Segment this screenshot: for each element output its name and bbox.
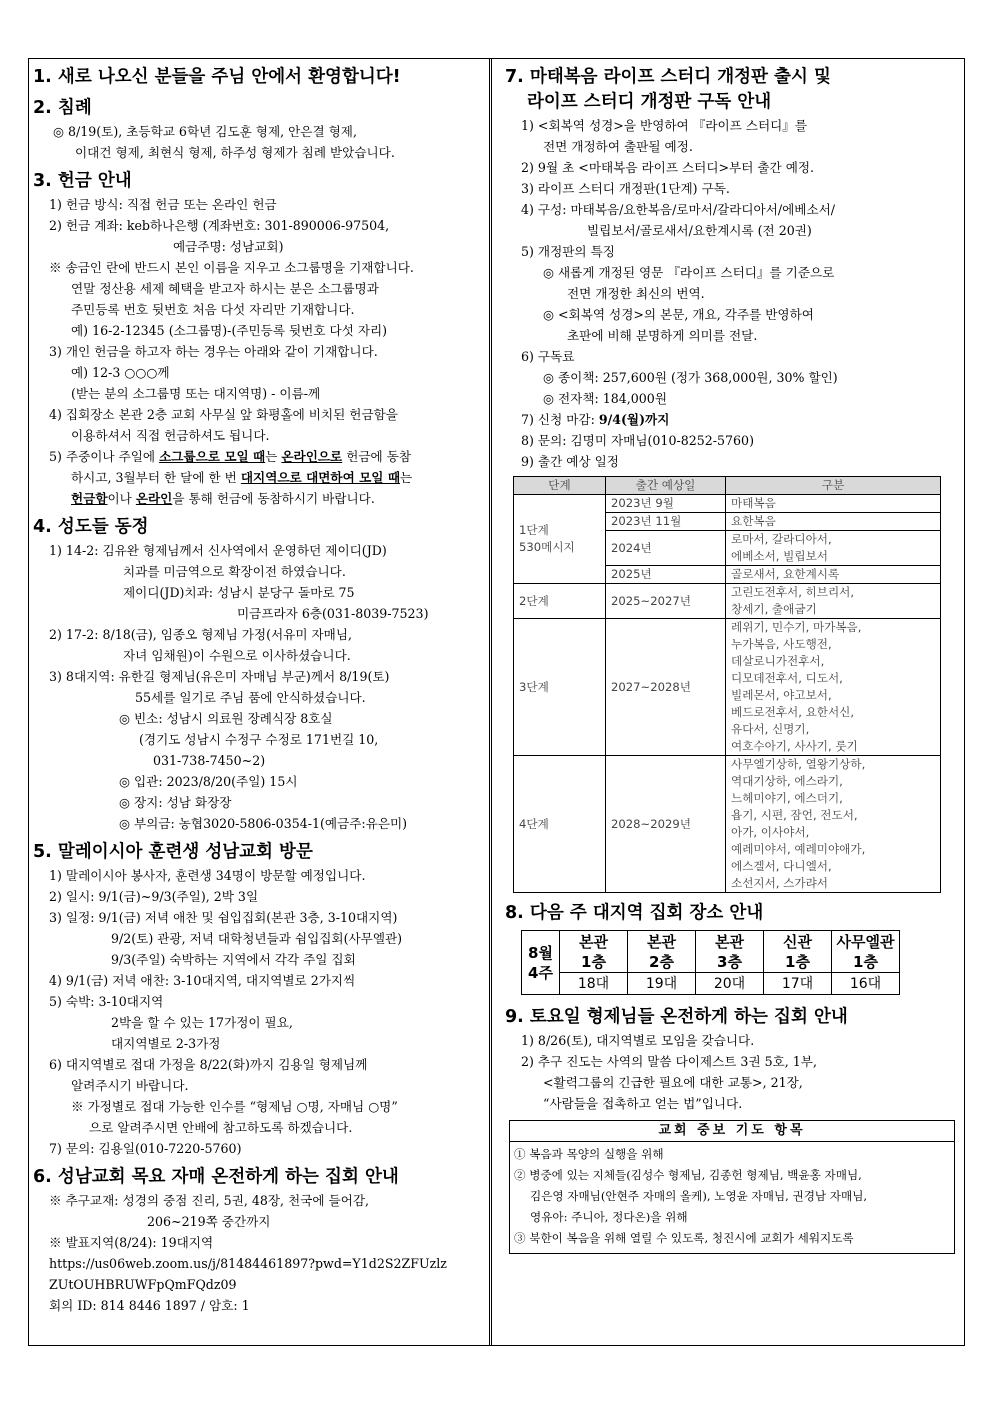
section-9-title: 9. 토요일 형제님들 온전하게 하는 집회 안내 bbox=[505, 1007, 848, 1027]
offering-line: 예) 12-3 ○○○께 bbox=[71, 365, 170, 380]
news-line: ◎ 부의금: 농협3020-5806-0354-1(예금주:유은미) bbox=[119, 816, 408, 831]
lifestudy-line: 전면 개정한 최신의 번역. bbox=[567, 286, 705, 301]
visit-line: ※ 가정별로 접대 가능한 인수를 “형제님 ○명, 자매님 ○명” bbox=[71, 1099, 398, 1114]
news-line: 3) 8대지역: 유한길 형제님(유은미 자매님 부군)께서 8/19(토) bbox=[49, 669, 390, 684]
lifestudy-line: 8) 문의: 김명미 자매님(010-8252-5760) bbox=[521, 433, 754, 448]
section-1-title: 1. 새로 나오신 분들을 주님 안에서 환영합니다! bbox=[33, 67, 401, 87]
lifestudy-line: 전면 개정하여 출판될 예정. bbox=[543, 139, 693, 154]
lifestudy-line: 빌립보서/골로새서/요한계시록 (전 20권) bbox=[587, 223, 812, 238]
thursday-line: ※ 발표지역(8/24): 19대지역 bbox=[49, 1235, 214, 1250]
venue-header: 본관 2층 bbox=[628, 931, 696, 973]
lifestudy-line: 6) 구독료 bbox=[521, 349, 575, 364]
venue-region: 20대 bbox=[696, 973, 764, 995]
visit-line: 으로 알려주시면 안배에 참고하도록 하겠습니다. bbox=[89, 1120, 353, 1135]
zoom-link[interactable]: ZUtOUHBRUWFpQmFQdz09 bbox=[49, 1277, 237, 1292]
visit-line: 2박을 할 수 있는 17가정이 필요, bbox=[111, 1015, 293, 1030]
offering-line: 3) 개인 헌금을 하고자 하는 경우는 아래와 같이 기재합니다. bbox=[49, 344, 378, 359]
news-line: ◎ 빈소: 성남시 의료원 장례식장 8호실 bbox=[119, 711, 333, 726]
month-week-cell: 8월 4주 bbox=[522, 931, 560, 995]
visit-line: 1) 말레이시아 봉사자, 훈련생 34명이 방문할 예정입니다. bbox=[49, 868, 366, 883]
venue-table bbox=[521, 930, 900, 995]
section-6-title: 6. 성남교회 목요 자매 온전하게 하는 집회 안내 bbox=[33, 1167, 399, 1187]
news-line: ◎ 입관: 2023/8/20(주일) 15시 bbox=[119, 774, 298, 789]
news-line: 2) 17-2: 8/18(금), 임종오 형제님 가정(서유미 자매님, bbox=[49, 627, 352, 642]
section-2-title: 2. 침례 bbox=[33, 98, 92, 118]
saturday-line: 1) 8/26(토), 대지역별로 모임을 갖습니다. bbox=[521, 1033, 755, 1048]
venue-header: 본관 1층 bbox=[560, 931, 628, 973]
table-row: 3단계 2027~2028년 레위기, 민수기, 마가복음, 누가복음, 사도행전, 데살로니가전후서, 디모데전후서, 디도서, 빌레몬서, 야고보서, 베드로전후서, 요한서신, 유다서, 신명기, 여호수아기, 사사기, 룻기 bbox=[514, 619, 941, 756]
lifestudy-line: 초판에 비해 분명하게 의미를 전달. bbox=[567, 328, 758, 343]
thursday-line: ※ 추구교재: 성경의 중점 진리, 5권, 48장, 천국에 들어감, bbox=[49, 1193, 370, 1208]
section-8-title: 8. 다음 주 대지역 집회 장소 안내 bbox=[505, 903, 764, 923]
prayer-item: ③ 북한이 복음을 위해 열릴 수 있도록, 청진시에 교회가 세워지도록 bbox=[514, 1231, 854, 1245]
visit-line: 6) 대지역별로 접대 가정을 8/22(화)까지 김용일 형제님께 bbox=[49, 1057, 368, 1072]
saturday-line: “사람들을 접촉하고 얻는 법”입니다. bbox=[543, 1096, 743, 1111]
visit-line: 5) 숙박: 3-10대지역 bbox=[49, 994, 164, 1009]
lifestudy-line: 3) 라이프 스터디 개정판(1단계) 구독. bbox=[521, 181, 730, 196]
venue-header: 본관 3층 bbox=[696, 931, 764, 973]
prayer-item: ② 병중에 있는 지체들(김성수 형제님, 김종헌 형제님, 백윤홍 자매님, bbox=[514, 1168, 862, 1182]
venue-region: 18대 bbox=[560, 973, 628, 995]
visit-line: 7) 문의: 김용일(010-7220-5760) bbox=[49, 1141, 242, 1156]
visit-line: 대지역별로 2-3가정 bbox=[111, 1036, 221, 1051]
offering-line-5: 하시고, 3월부터 한 달에 한 번 대지역으로 대면하여 모일 때는 bbox=[71, 470, 413, 485]
venue-header: 신관 1층 bbox=[764, 931, 832, 973]
offering-line: 2) 헌금 계좌: keb하나은행 (계좌번호: 301-890006-97504, bbox=[49, 218, 390, 233]
section-4-title: 4. 성도들 동정 bbox=[33, 517, 149, 537]
offering-line: (받는 분의 소그룹명 또는 대지역명) - 이름-께 bbox=[71, 386, 321, 401]
prayer-item: ① 복음과 목양의 실행을 위해 bbox=[514, 1147, 664, 1161]
news-line: 치과를 미금역으로 확장이전 하였습니다. bbox=[123, 564, 346, 579]
lifestudy-line: 4) 구성: 마태복음/요한복음/로마서/갈라디아서/에베소서/ bbox=[521, 202, 836, 217]
table-row: 4단계 2028~2029년 사무엘기상하, 열왕기상하, 역대기상하, 에스라기, 느헤미야기, 에스더기, 욥기, 시편, 잠언, 전도서, 아가, 이사야서, 예레미야서, 예레미야애가, 에스겔서, 다니엘서, 소선지서, 스가랴서 bbox=[514, 756, 941, 893]
lifestudy-line: 5) 개정판의 특징 bbox=[521, 244, 615, 259]
baptism-line: 이대건 형제, 최현식 형제, 하주성 형제가 침례 받았습니다. bbox=[75, 145, 395, 160]
section-7-subtitle: 라이프 스터디 개정판 구독 안내 bbox=[527, 92, 772, 112]
offering-line: 4) 집회장소 본관 2층 교회 사무실 앞 화평홀에 비치된 헌금함을 bbox=[49, 407, 398, 422]
saturday-line: 2) 추구 진도는 사역의 말씀 다이제스트 3권 5호, 1부, bbox=[521, 1054, 817, 1069]
lifestudy-line: ◎ <회복역 성경>의 본문, 개요, 각주를 반영하여 bbox=[543, 307, 814, 322]
section-3-title: 3. 헌금 안내 bbox=[33, 171, 132, 191]
table-row: 2024년 로마서, 갈라디아서, 에베소서, 빌립보서 bbox=[514, 531, 941, 566]
venue-header: 사무엘관 1층 bbox=[832, 931, 900, 973]
offering-line-5: 헌금함이나 온라인을 통해 헌금에 동참하시기 바랍니다. bbox=[71, 491, 375, 506]
meeting-id: 회의 ID: 814 8446 1897 / 암호: 1 bbox=[49, 1298, 250, 1313]
lifestudy-line: 1) <회복역 성경>을 반영하여 『라이프 스터디』를 bbox=[521, 118, 808, 133]
venue-region: 19대 bbox=[628, 973, 696, 995]
prayer-title: 교회 중보 기도 항목 bbox=[510, 1121, 954, 1142]
lifestudy-line: ◎ 전자책: 184,000원 bbox=[543, 391, 667, 406]
news-line: (경기도 성남시 수정구 수정로 171번길 10, bbox=[139, 732, 379, 747]
venue-region: 16대 bbox=[832, 973, 900, 995]
prayer-box bbox=[509, 1120, 955, 1254]
offering-line: 예) 16-2-12345 (소그룹명)-(주민등록 뒷번호 다섯 자리) bbox=[71, 323, 388, 338]
offering-line-5: 5) 주중이나 주일에 소그룹으로 모일 때는 온라인으로 헌금에 동참 bbox=[49, 449, 412, 464]
table-row: 2025년 골로새서, 요한계시록 bbox=[514, 566, 941, 584]
column-divider bbox=[489, 59, 492, 1345]
saturday-line: <활력그룹의 긴급한 필요에 대한 교통>, 21장, bbox=[543, 1075, 803, 1090]
lifestudy-line: 2) 9월 초 <마태복음 라이프 스터디>부터 출간 예정. bbox=[521, 160, 815, 175]
prayer-item: 영유아: 주니아, 정다온)을 위해 bbox=[530, 1210, 688, 1224]
visit-line: 4) 9/1(금) 저녁 애찬: 3-10대지역, 대지역별로 2가지씩 bbox=[49, 973, 356, 988]
left-column bbox=[33, 65, 485, 1316]
bulletin-frame bbox=[28, 58, 965, 1346]
visit-line: 3) 일정: 9/1(금) 저녁 애찬 및 쉼입집회(본관 3층, 3-10대지역) bbox=[49, 910, 398, 925]
zoom-link[interactable]: https://us06web.zoom.us/j/81484461897?pwd=Y1d2S2ZFUzlz bbox=[49, 1256, 447, 1271]
offering-line: ※ 송금인 란에 반드시 본인 이름을 지우고 소그룹명을 기재합니다. bbox=[49, 260, 414, 275]
publication-schedule-table bbox=[513, 476, 941, 893]
offering-line: 이용하셔서 직접 헌금하셔도 됩니다. bbox=[71, 428, 270, 443]
news-line: 55세를 일기로 주님 품에 안식하셨습니다. bbox=[135, 690, 366, 705]
table-header-row: 단계 출간 예상일 구분 bbox=[514, 477, 941, 495]
visit-line: 9/2(토) 관광, 저녁 대학청년들과 쉼입집회(사무엘관) bbox=[111, 931, 403, 946]
table-row: 1단계 530메시지 2023년 9월 마태복음 bbox=[514, 495, 941, 513]
right-column bbox=[505, 65, 960, 1254]
lifestudy-line: ◎ 종이책: 257,600원 (정가 368,000원, 30% 할인) bbox=[543, 370, 838, 385]
offering-line: 1) 헌금 방식: 직접 헌금 또는 온라인 헌금 bbox=[49, 197, 277, 212]
visit-line: 9/3(주일) 숙박하는 지역에서 각각 주일 집회 bbox=[111, 952, 356, 967]
section-7-title: 7. 마태복음 라이프 스터디 개정판 출시 및 bbox=[505, 67, 831, 87]
section-5-title: 5. 말레이시아 훈련생 성남교회 방문 bbox=[33, 842, 313, 862]
visit-line: 2) 일시: 9/1(금)~9/3(주일), 2박 3일 bbox=[49, 889, 259, 904]
offering-line: 예금주명: 성남교회) bbox=[173, 239, 284, 254]
offering-line: 연말 정산용 세제 혜택을 받고자 하시는 분은 소그룹명과 bbox=[71, 281, 379, 296]
visit-line: 알려주시기 바랍니다. bbox=[71, 1078, 189, 1093]
prayer-item: 김은영 자매님(안현주 자매의 올케), 노영윤 자매님, 권경남 자매님, bbox=[530, 1189, 868, 1203]
thursday-line: 206~219쪽 중간까지 bbox=[147, 1214, 271, 1229]
offering-line: 주민등록 번호 뒷번호 처음 다섯 자리만 기재합니다. bbox=[71, 302, 355, 317]
news-line: 자녀 임채원)이 수원으로 이사하셨습니다. bbox=[123, 648, 351, 663]
news-line: 1) 14-2: 김유완 형제님께서 신사역에서 운영하던 제이디(JD) bbox=[49, 543, 387, 558]
table-row: 2023년 11월 요한복음 bbox=[514, 513, 941, 531]
lifestudy-line: 9) 출간 예상 일정 bbox=[521, 454, 619, 469]
deadline-line: 7) 신청 마감: 9/4(월)까지 bbox=[521, 412, 670, 427]
stage-cell: 1단계 530메시지 bbox=[514, 495, 606, 584]
news-line: 제이디(JD)치과: 성남시 분당구 돌마로 75 bbox=[123, 585, 355, 600]
table-row: 2단계 2025~2027년 고린도전후서, 히브리서, 창세기, 출애굽기 bbox=[514, 584, 941, 619]
news-line: 미금프라자 6층(031-8039-7523) bbox=[237, 606, 429, 621]
lifestudy-line: ◎ 새롭게 개정된 영문 『라이프 스터디』를 기준으로 bbox=[543, 265, 835, 280]
news-line: ◎ 장지: 성남 화장장 bbox=[119, 795, 232, 810]
news-line: 031-738-7450~2) bbox=[153, 753, 266, 768]
venue-region: 17대 bbox=[764, 973, 832, 995]
baptism-line: ◎ 8/19(토), 초등학교 6학년 김도훈 형제, 안은결 형제, bbox=[53, 124, 357, 139]
